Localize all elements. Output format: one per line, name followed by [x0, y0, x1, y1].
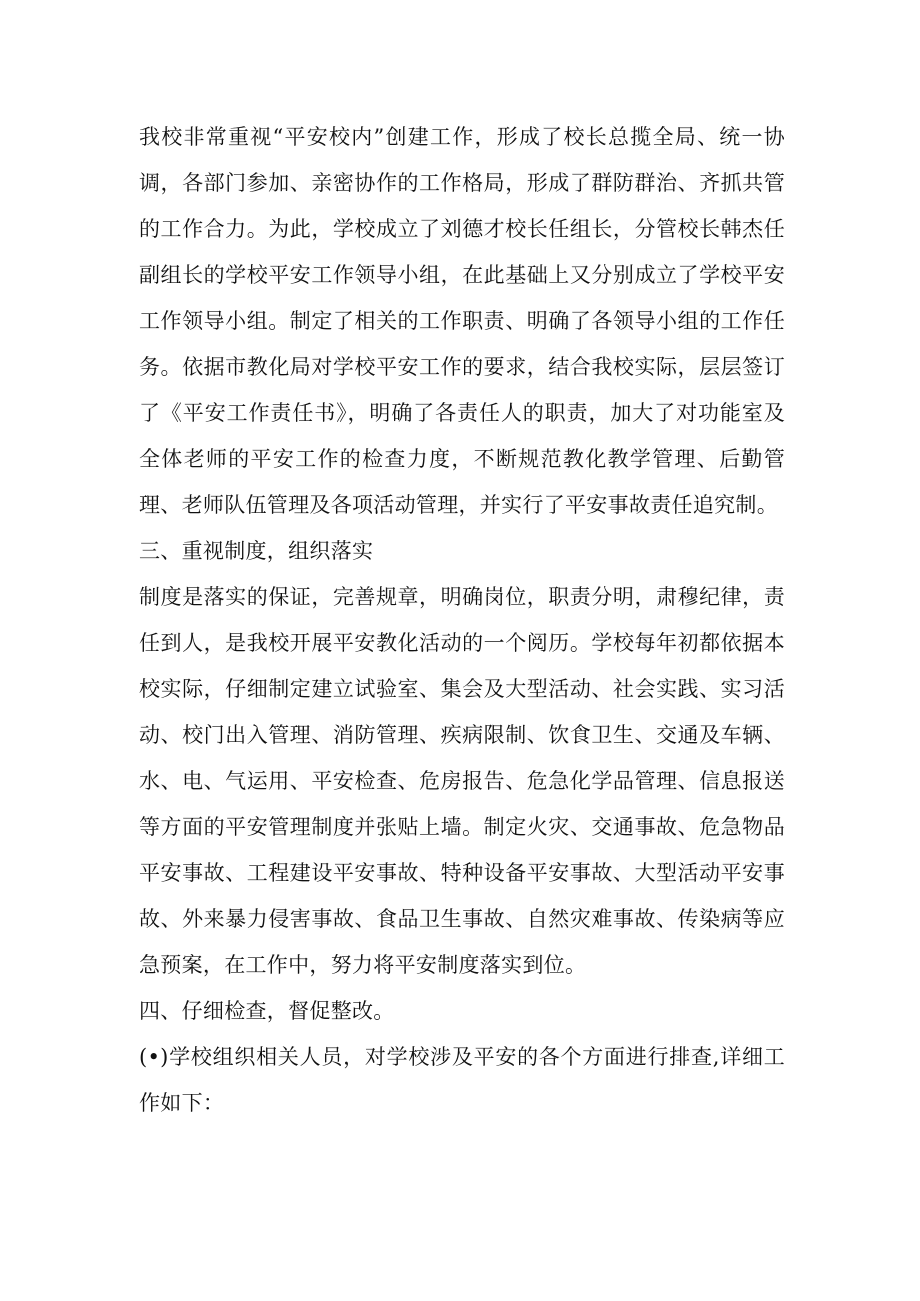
document-body [139, 114, 785, 1126]
paragraph-inspection-intro: (•)学校组织相关人员，对学校涉及平安的各个方面进行排查,详细工作如下： [139, 1045, 785, 1115]
section-heading-3: 三、重视制度，组织落实 [139, 539, 374, 563]
paragraph-safety-rules: 制度是落实的保证，完善规章，明确岗位，职责分明，肃穆纪律，责任到人，是我校开展平安教化活动的一个阅历。学校每年初都依据本校实际，仔细制定建立试验室、集会及大型活动、社会实践、实习活动、校门出入管理、消防管理、疾病限制、饮食卫生、交通及车辆、水、电、气运用、平安检查、危房报告、危急化学品管理、信息报送等方面的平安管理制度并张贴上墙。制定火灾、交通事故、危急物品平安事故、工程建设平安事故、特种设备平安事故、大型活动平安事故、外来暴力侵害事故、食品卫生事故、自然灾难事故、传染病等应急预案，在工作中，努力将平安制度落实到位。 [139, 585, 785, 977]
section-heading-4: 四、仔细检查，督促整改。 [139, 999, 395, 1023]
paragraph-safety-organization: 我校非常重视“平安校内”创建工作，形成了校长总揽全局、统一协调，各部门参加、亲密协作的工作格局，形成了群防群治、齐抓共管的工作合力。为此，学校成立了刘德才校长任组长，分管校长韩杰任副组长的学校平安工作领导小组，在此基础上又分别成立了学校平安工作领导小组。制定了相关的工作职责、明确了各领导小组的工作任务。依据市教化局对学校平安工作的要求，结合我校实际，层层签订了《平安工作责任书》，明确了各责任人的职责，加大了对功能室及全体老师的平安工作的检查力度，不断规范教化教学管理、后勤管理、老师队伍管理及各项活动管理，并实行了平安事故责任追究制。 [139, 125, 785, 517]
